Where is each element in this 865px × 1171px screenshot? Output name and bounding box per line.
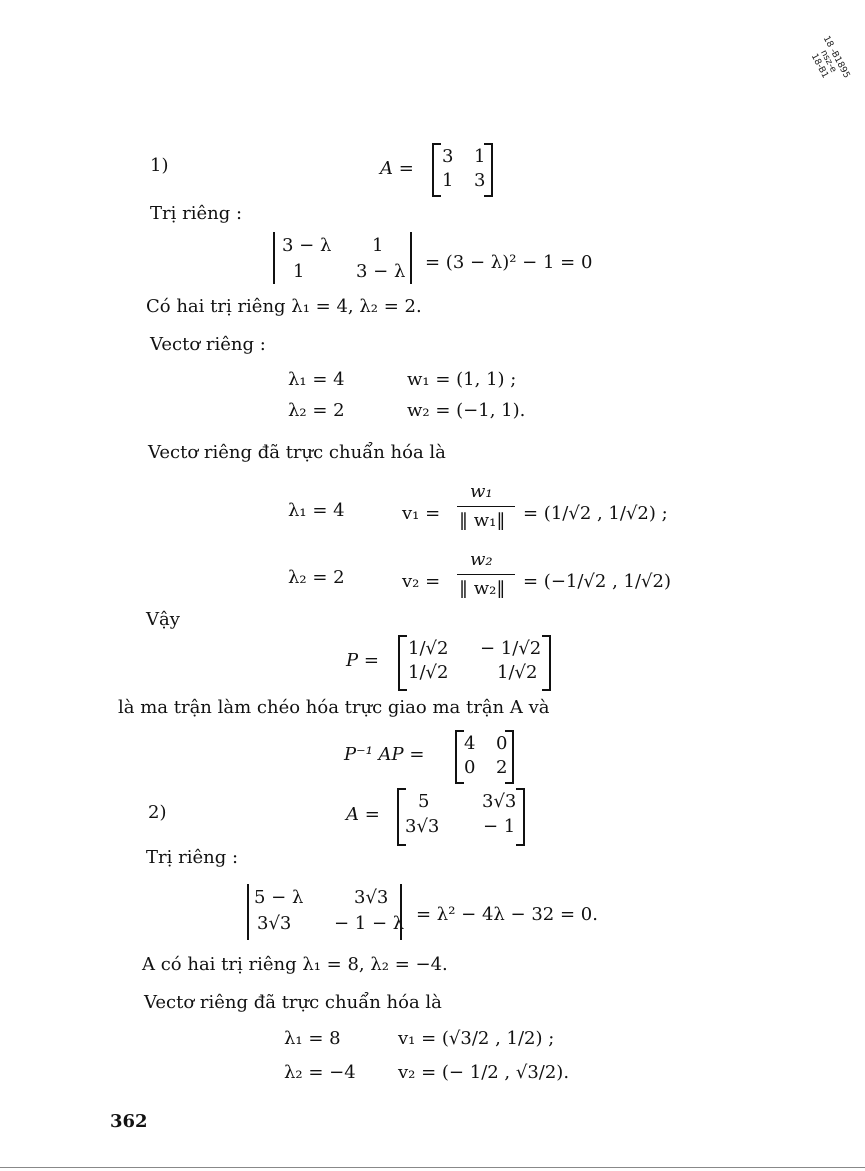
det-cell: 1 bbox=[293, 261, 305, 282]
v1-label: v₁ = bbox=[402, 503, 441, 524]
eigenvalue-row: λ₁ = 4 bbox=[288, 369, 345, 390]
det-cell: 3√3 bbox=[354, 887, 389, 908]
matrix-cell: 1/√2 bbox=[497, 662, 538, 683]
v2-result: = (−1/√2 , 1/√2) bbox=[523, 571, 671, 592]
P-eq: P = bbox=[346, 650, 379, 671]
eigenvalue-row: λ₂ = 2 bbox=[288, 400, 345, 421]
matrix-cell: 3√3 bbox=[405, 816, 440, 837]
matrix-cell: 1/√2 bbox=[408, 662, 449, 683]
matrix-cell: − 1 bbox=[483, 816, 516, 837]
library-stamp: 18 -B1895 nsz-e 18-B1 bbox=[808, 34, 852, 81]
part2-two-eigs: A có hai trị riêng λ₁ = 8, λ₂ = −4. bbox=[142, 954, 448, 975]
det-cell: 5 − λ bbox=[254, 887, 304, 908]
eigenvector-row: w₂ = (−1, 1). bbox=[407, 400, 526, 421]
matrix-cell: 1 bbox=[442, 170, 454, 191]
eigenvalue-row: λ₁ = 8 bbox=[284, 1028, 341, 1049]
part1-label: 1) bbox=[150, 155, 169, 176]
fraction-denominator: ‖ w₁‖ bbox=[459, 510, 506, 531]
bottom-rule bbox=[0, 1167, 865, 1168]
part1-conclusion: là ma trận làm chéo hóa trực giao ma trận A và bbox=[118, 697, 550, 718]
eigenvector-row: w₁ = (1, 1) ; bbox=[407, 369, 517, 390]
part1-vec-heading: Vectơ riêng : bbox=[150, 334, 266, 355]
v2-label: v₂ = bbox=[402, 571, 441, 592]
det-cell: 3 − λ bbox=[282, 235, 332, 256]
det-cell: − 1 − λ bbox=[334, 913, 405, 934]
matrix-cell: 1 bbox=[474, 146, 486, 167]
part2-A-eq: A = bbox=[346, 804, 380, 825]
det-cell: 3 − λ bbox=[356, 261, 406, 282]
matrix-cell: 1/√2 bbox=[408, 638, 449, 659]
page-number: 362 bbox=[110, 1111, 148, 1132]
fraction-bar bbox=[457, 574, 515, 575]
part1-norm-heading: Vectơ riêng đã trực chuẩn hóa là bbox=[148, 442, 446, 463]
matrix-cell: 0 bbox=[464, 757, 476, 778]
part1-eig-heading: Trị riêng : bbox=[150, 203, 243, 224]
matrix-cell: − 1/√2 bbox=[480, 638, 542, 659]
eigenvalue-row: λ₁ = 4 bbox=[288, 500, 345, 521]
vay-label: Vậy bbox=[146, 609, 180, 630]
fraction-numerator: w₂ bbox=[470, 549, 493, 570]
eigenvector-row: v₂ = (− 1/2 , √3/2). bbox=[398, 1062, 570, 1083]
part2-det-result: = λ² − 4λ − 32 = 0. bbox=[416, 904, 598, 925]
part1-two-eigs: Có hai trị riêng λ₁ = 4, λ₂ = 2. bbox=[146, 296, 422, 317]
matrix-cell: 3√3 bbox=[482, 791, 517, 812]
matrix-cell: 3 bbox=[474, 170, 486, 191]
matrix-cell: 5 bbox=[418, 791, 430, 812]
eigenvector-row: v₁ = (√3/2 , 1/2) ; bbox=[398, 1028, 555, 1049]
det-cell: 1 bbox=[372, 235, 384, 256]
fraction-numerator: w₁ bbox=[470, 481, 493, 502]
matrix-cell: 3 bbox=[442, 146, 454, 167]
matrix-cell: 2 bbox=[496, 757, 508, 778]
det-cell: 3√3 bbox=[257, 913, 292, 934]
fraction-denominator: ‖ w₂‖ bbox=[459, 578, 506, 599]
part1-A-eq: A = bbox=[380, 158, 414, 179]
fraction-bar bbox=[457, 506, 515, 507]
matrix-cell: 4 bbox=[464, 733, 476, 754]
part2-eig-heading: Trị riêng : bbox=[146, 847, 239, 868]
eigenvalue-row: λ₂ = 2 bbox=[288, 567, 345, 588]
part2-norm-heading: Vectơ riêng đã trực chuẩn hóa là bbox=[144, 992, 442, 1013]
PAP-eq: P⁻¹ AP = bbox=[344, 744, 425, 765]
matrix-cell: 0 bbox=[496, 733, 508, 754]
eigenvalue-row: λ₂ = −4 bbox=[284, 1062, 356, 1083]
part1-det-result: = (3 − λ)² − 1 = 0 bbox=[425, 252, 593, 273]
part2-label: 2) bbox=[148, 802, 167, 823]
v1-result: = (1/√2 , 1/√2) ; bbox=[523, 503, 668, 524]
